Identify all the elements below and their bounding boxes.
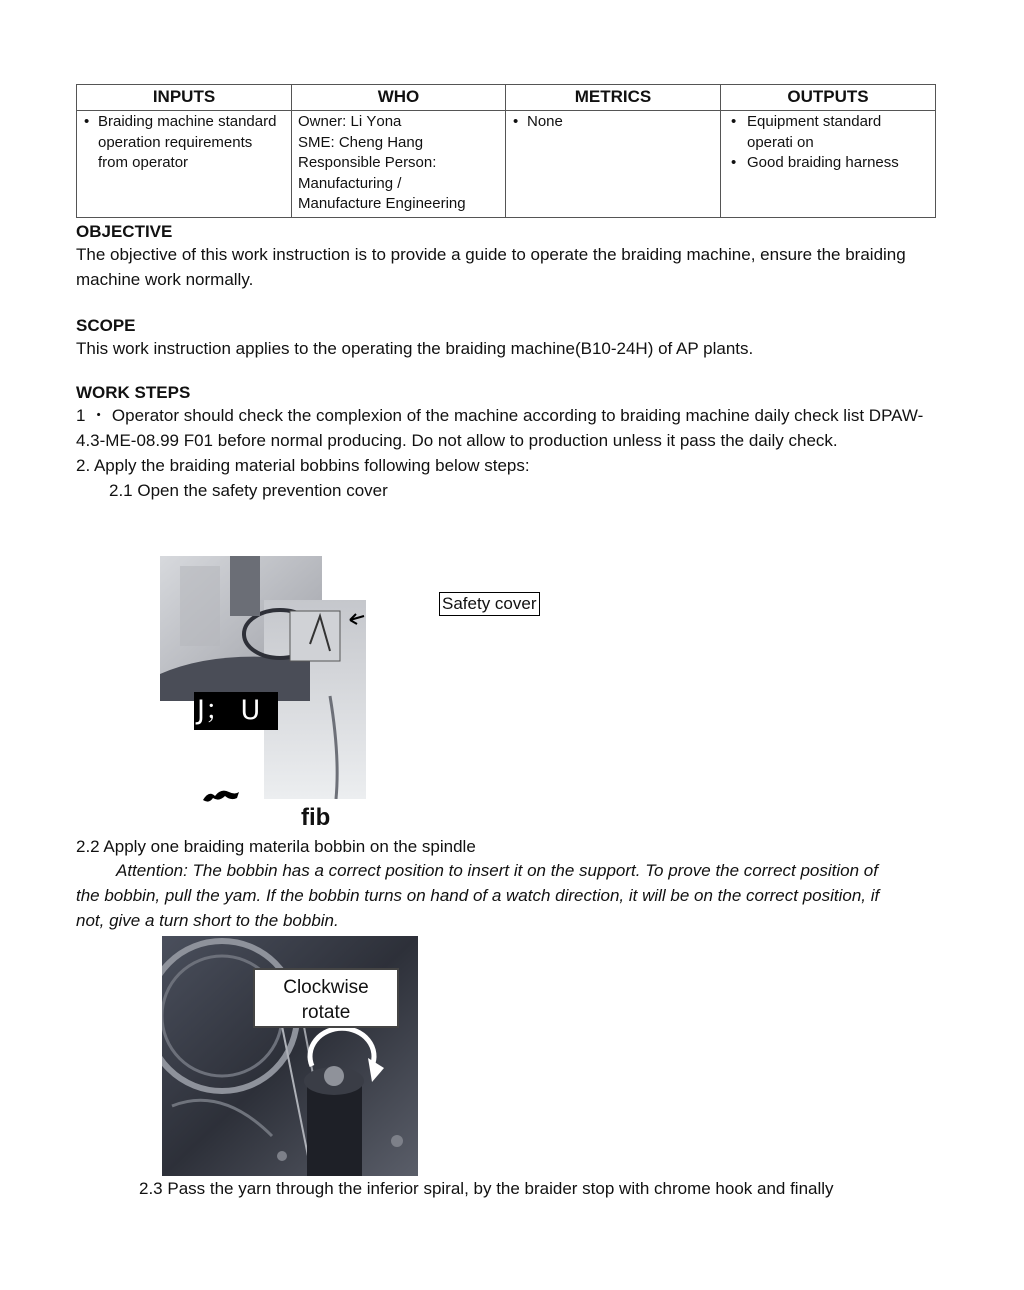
photo-overlay-label: J； U <box>194 692 278 730</box>
photo-caption: fib <box>301 804 331 831</box>
table-body-row <box>77 111 936 218</box>
safety-cover-label: Safety cover <box>439 592 540 616</box>
objective-text: The objective of this work instruction is to provide a guide to operate the braiding machine, ensure the braiding machine work normally. <box>76 245 906 289</box>
outputs-item-2: • Good braiding harness <box>727 153 929 174</box>
outputs-item-1: • Equipment standard operati on <box>727 112 929 153</box>
header-metrics: METRICS <box>506 85 721 111</box>
attention-text: Attention: The bobbin has a correct position to insert it on the support. To prove the correct position of the bobbin, pull the yam. If the bobbin turns on hand of a watch direction, it will be on the correct position, if not, give a turn short to the bobbin. <box>76 861 880 930</box>
who-sme: SME: Cheng Hang <box>298 133 424 151</box>
safety-cover-image <box>160 556 366 799</box>
who-dept-1: Manufacturing / <box>298 174 402 192</box>
who-owner: Owner: Li Υona <box>298 113 402 130</box>
step-2-3-text: 2.3 Pass the yarn through the inferior spiral, by the braider stop with chrome hook and finally <box>139 1179 834 1198</box>
header-who: WHO <box>292 85 506 111</box>
who-dept-2: Manufacture Engineering <box>298 195 466 212</box>
bobbin-photo <box>162 936 418 1176</box>
step-2-text: 2. Apply the braiding material bobbins following below steps: <box>76 456 530 475</box>
scope-text: This work instruction applies to the operating the braiding machine(B10-24H) of AP plants. <box>76 339 754 358</box>
callout-line-1: Clockwise <box>283 977 369 998</box>
document-page <box>76 84 936 503</box>
safety-cover-photo <box>160 556 366 799</box>
metrics-item: • None <box>512 112 714 133</box>
scope-heading: SCOPE <box>76 316 136 335</box>
table-header-row <box>77 85 936 111</box>
step-1-text: 1 ・ Operator should check the complexion of the machine according to braiding machine daily check list DPAW-4.3-ME-08.99 F01 before normal producing. Do not allow to production unless it pass the daily check. <box>76 406 924 450</box>
who-responsible: Responsible Person: <box>298 154 437 171</box>
work-steps-heading: WORK STEPS <box>76 383 191 402</box>
header-inputs: INPUTS <box>77 85 292 111</box>
header-outputs: OUTPUTS <box>721 85 936 111</box>
step-2-2-text: 2.2 Apply one braiding materila bobbin on the spindle <box>76 837 476 856</box>
callout-line-2: rotate <box>301 1002 351 1023</box>
outputs-cell <box>721 111 936 218</box>
who-cell <box>292 111 506 218</box>
inputs-item: • Braiding machine standard operation requirements from operator <box>83 112 285 174</box>
objective-heading: OBJECTIVE <box>76 222 173 241</box>
step-2-1-text: 2.1 Open the safety prevention cover <box>109 481 388 500</box>
arrow-mark-icon <box>201 786 241 806</box>
metrics-cell <box>506 111 721 218</box>
clockwise-callout <box>253 968 399 1028</box>
ipo-table <box>76 84 936 218</box>
inputs-cell <box>77 111 292 218</box>
